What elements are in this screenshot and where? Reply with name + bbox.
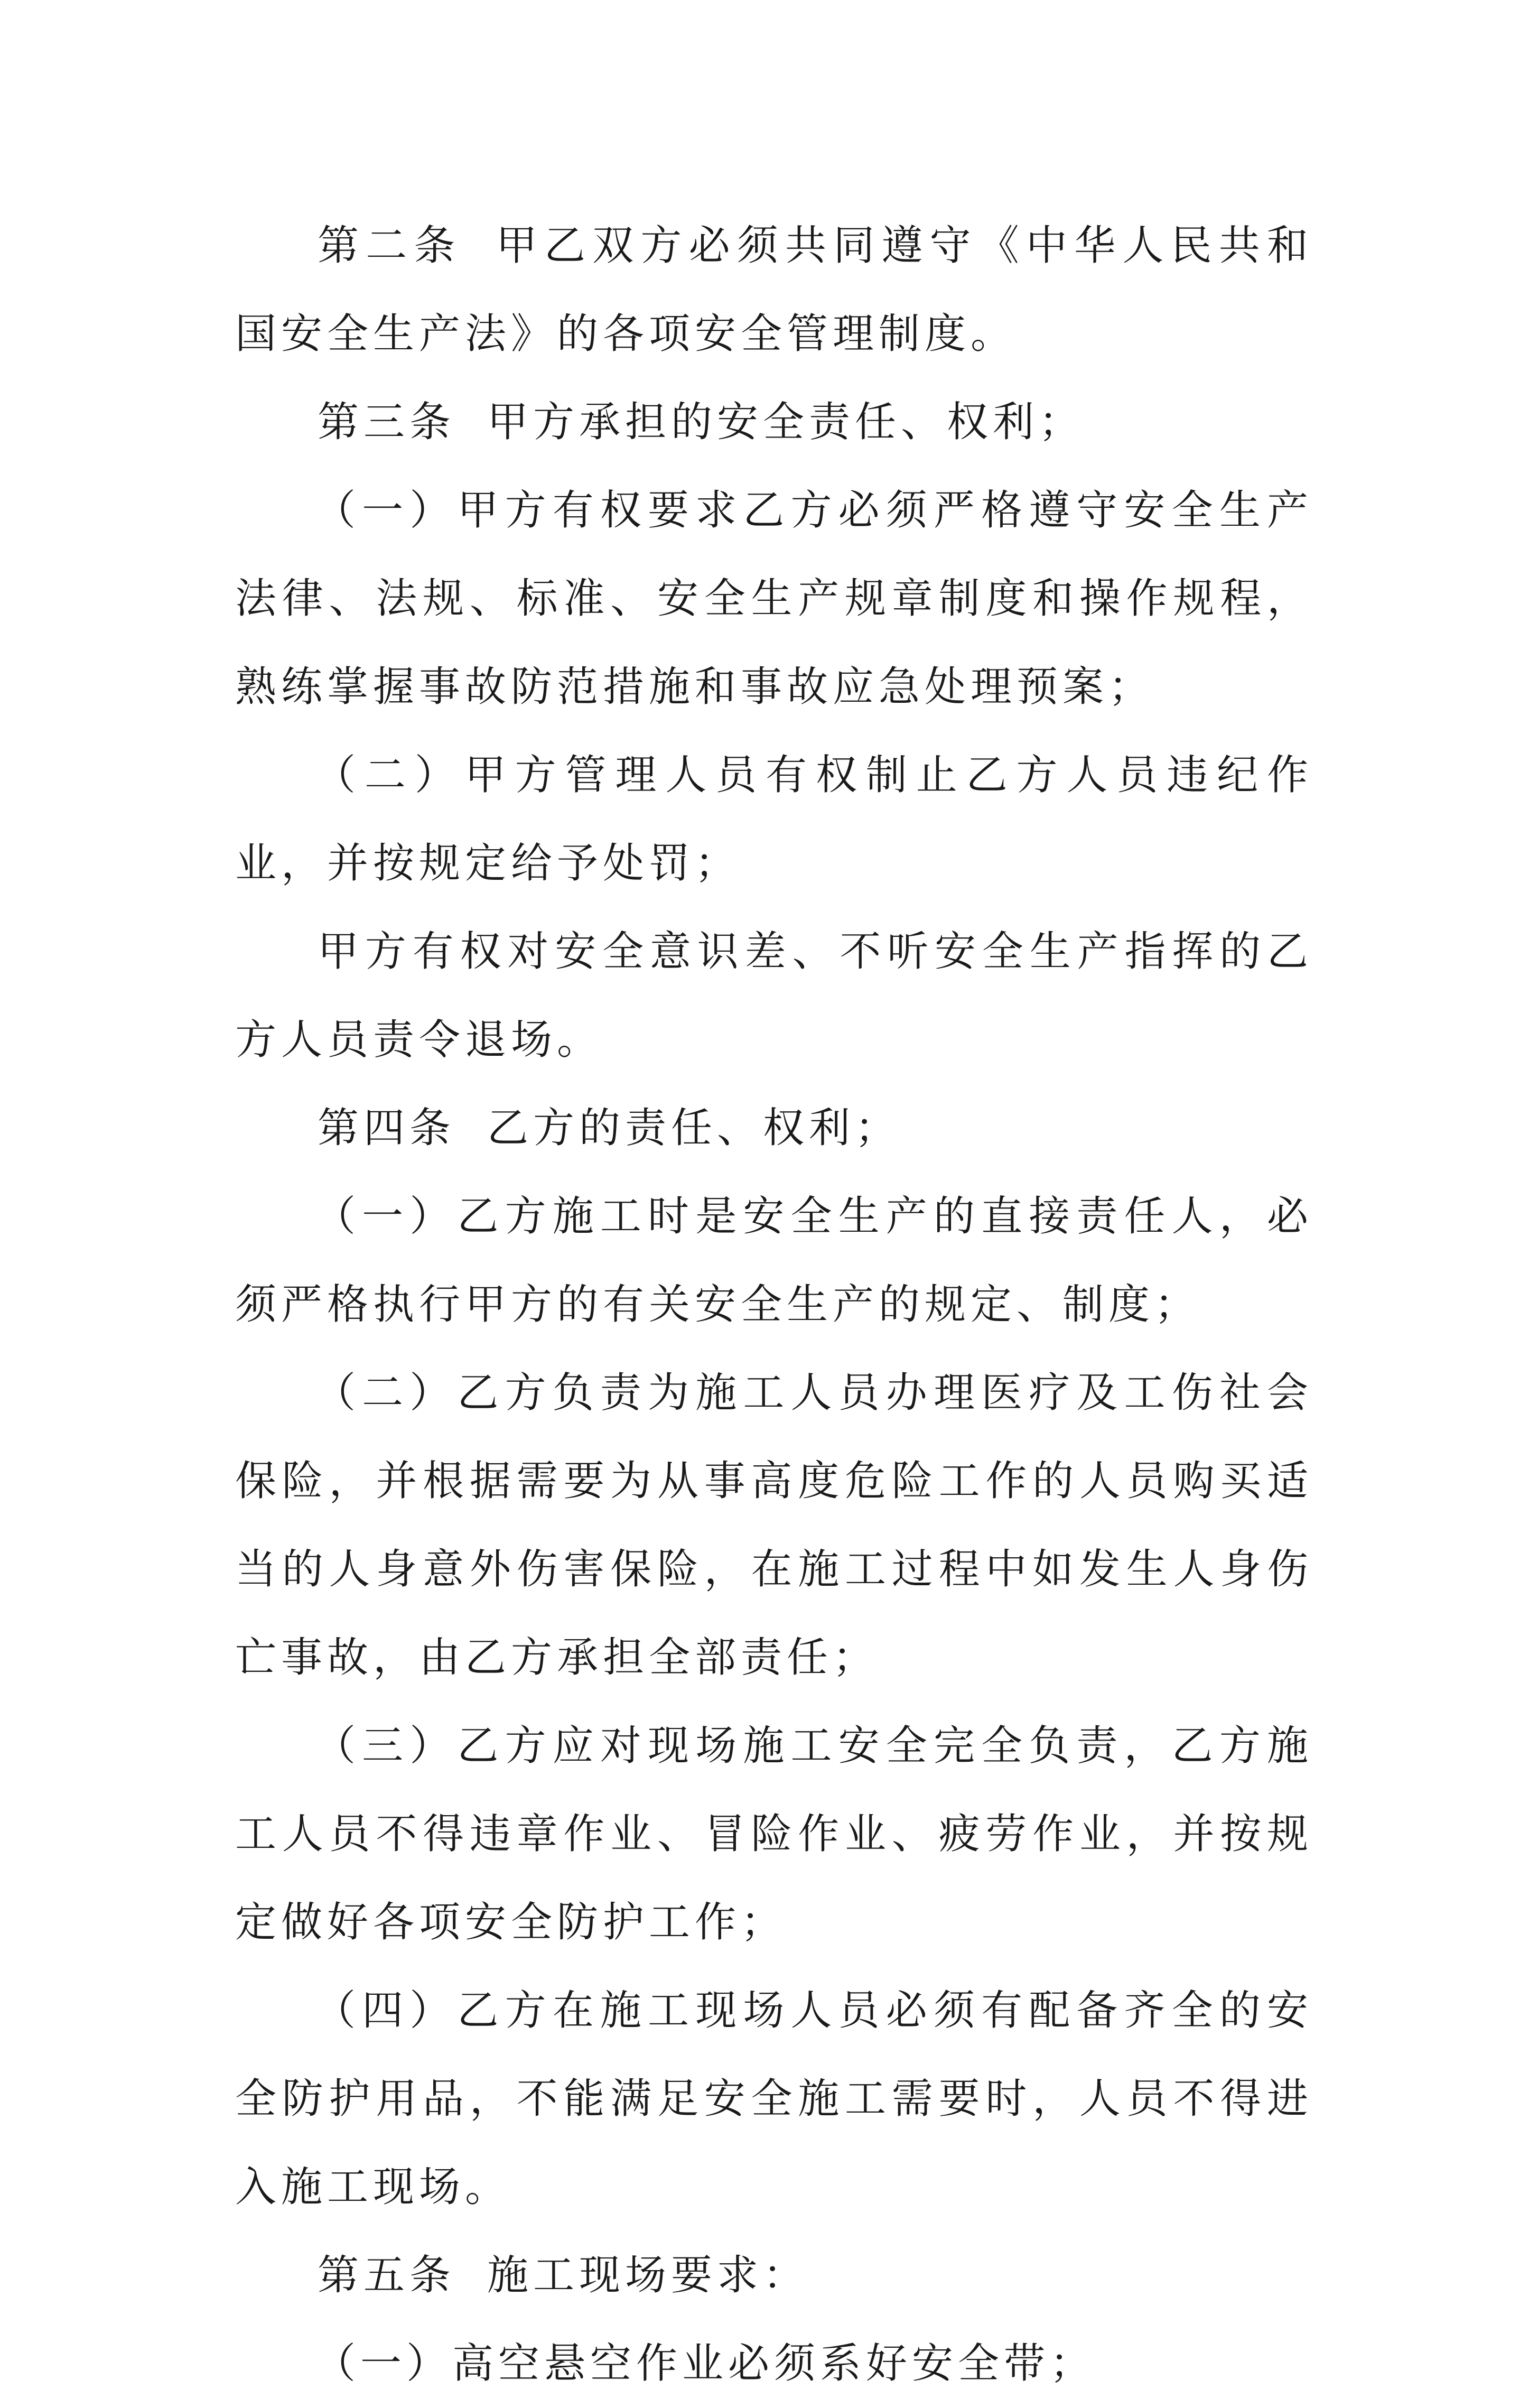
article-5-item-1 xyxy=(235,2320,1313,2408)
article-4-item-1 xyxy=(235,1173,1313,1349)
article-5-item-1-text: （一）高空悬空作业必须系好安全带； xyxy=(314,2340,1096,2387)
article-3-item-2 xyxy=(235,731,1313,908)
article-3-text: 甲方承担的安全责任、权利； xyxy=(487,398,1085,446)
article-2-heading: 第二条 xyxy=(318,222,462,269)
article-3-paragraph xyxy=(235,378,1313,467)
article-4-item-1-text: （一）乙方施工时是安全生产的直接责任人，必须严格执行甲方的有关安全生产的规定、制度； xyxy=(235,1193,1313,1328)
article-4-text: 乙方的责任、权利； xyxy=(487,1104,901,1152)
article-4-item-4-text: （四）乙方在施工现场人员必须有配备齐全的安全防护用品，不能满足安全施工需要时，人员不得进入施工现场。 xyxy=(235,1987,1313,2211)
article-5-paragraph xyxy=(235,2232,1313,2320)
article-4-item-4 xyxy=(235,1967,1313,2232)
article-5-heading: 第五条 xyxy=(318,2252,456,2299)
article-3-note xyxy=(235,908,1313,1084)
article-3-note-text: 甲方有权对安全意识差、不听安全生产指挥的乙方人员责令退场。 xyxy=(235,928,1313,1064)
article-2-text: 甲乙双方必须共同遵守《中华人民共和国安全生产法》的各项安全管理制度。 xyxy=(235,222,1313,358)
article-4-item-2-text: （二）乙方负责为施工人员办理医疗及工伤社会保险，并根据需要为从事高度危险工作的人员购买适当的人身意外伤害保险，在施工过程中如发生人身伤亡事故，由乙方承担全部责任； xyxy=(235,1369,1313,1681)
article-4-item-2 xyxy=(235,1349,1313,1702)
article-5-text: 施工现场要求： xyxy=(487,2252,809,2299)
article-3-item-2-text: （二）甲方管理人员有权制止乙方人员违纪作业，并按规定给予处罚； xyxy=(235,751,1313,887)
article-4-heading: 第四条 xyxy=(318,1104,456,1152)
article-3-heading: 第三条 xyxy=(318,398,456,446)
article-4-item-3 xyxy=(235,1702,1313,1967)
article-4-paragraph xyxy=(235,1084,1313,1173)
document-body xyxy=(235,202,1313,2408)
article-3-item-1 xyxy=(235,467,1313,731)
article-3-item-1-text: （一）甲方有权要求乙方必须严格遵守安全生产法律、法规、标准、安全生产规章制度和操作规程，熟练掌握事故防范措施和事故应急处理预案； xyxy=(235,487,1313,711)
article-4-item-3-text: （三）乙方应对现场施工安全完全负责，乙方施工人员不得违章作业、冒险作业、疲劳作业，并按规定做好各项安全防护工作； xyxy=(235,1722,1313,1946)
article-2-paragraph xyxy=(235,202,1313,378)
